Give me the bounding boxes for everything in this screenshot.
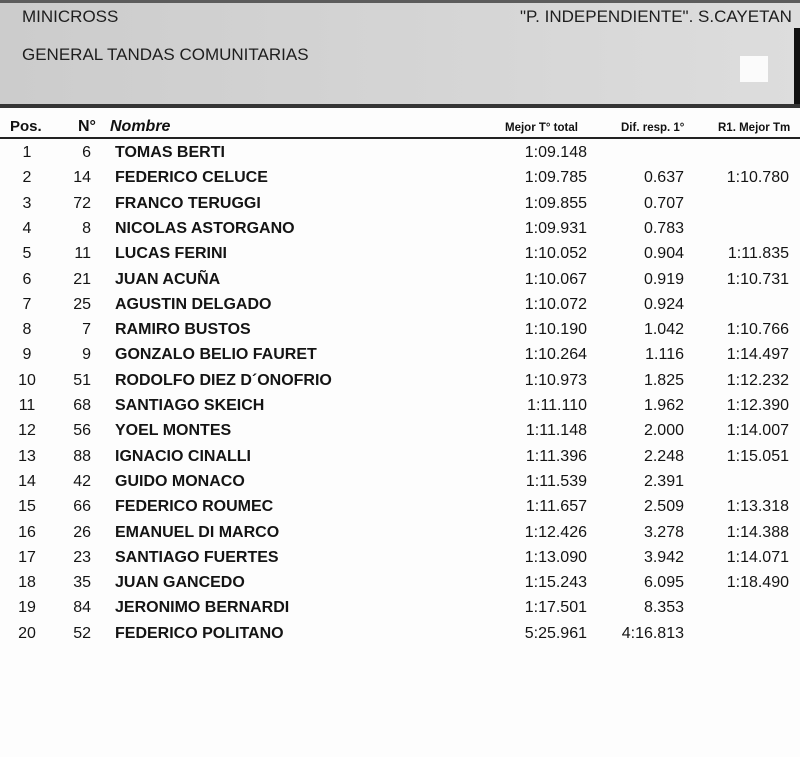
gap-to-first-cell: 0.919	[643, 270, 684, 288]
rider-name-cell: FEDERICO CELUCE	[115, 169, 268, 187]
position-cell: 10	[18, 371, 36, 389]
result-row	[0, 165, 800, 190]
position-cell: 12	[18, 422, 36, 440]
rider-number-cell: 9	[82, 346, 91, 364]
best-total-time-cell: 1:10.052	[524, 245, 587, 263]
gap-to-first-cell: 3.278	[643, 523, 684, 541]
position-cell: 14	[18, 472, 36, 490]
rider-number-cell: 11	[74, 245, 91, 263]
rider-number-cell: 88	[73, 447, 91, 465]
rider-number-cell: 14	[73, 169, 91, 187]
column-header-position: Pos.	[10, 118, 42, 135]
result-row	[0, 570, 800, 595]
r1-best-time-cell	[705, 140, 789, 165]
position-cell: 17	[18, 548, 36, 566]
best-total-time-cell: 1:10.190	[524, 321, 587, 339]
result-row	[0, 621, 800, 646]
rider-name-cell: YOEL MONTES	[115, 422, 232, 440]
column-header-r1-best: R1. Mejor Tm	[718, 122, 791, 134]
r1-best-time-cell	[705, 191, 789, 216]
position-cell: 18	[18, 574, 36, 592]
gap-to-first-cell: 1.825	[643, 371, 684, 389]
gap-to-first-cell: 0.783	[643, 219, 684, 237]
best-total-time-cell: 1:11.110	[527, 397, 587, 414]
position-cell: 5	[22, 245, 32, 263]
r1-best-time-cell	[705, 469, 789, 494]
best-total-time-cell: 1:11.539	[525, 472, 587, 490]
position-cell: 9	[22, 346, 32, 364]
rider-number-cell: 6	[82, 144, 91, 161]
position-cell: 19	[18, 599, 36, 617]
result-row	[0, 545, 800, 570]
blank-box	[740, 56, 768, 82]
rider-name-cell: LUCAS FERINI	[115, 245, 227, 263]
r1-best-time-cell	[705, 595, 789, 620]
position-cell: 4	[22, 219, 32, 237]
result-row	[0, 342, 800, 367]
column-header-gap-first: Dif. resp. 1°	[621, 122, 685, 134]
r1-best-time-cell: 1:14.071	[726, 548, 789, 566]
gap-to-first-cell: 2.000	[643, 422, 684, 440]
best-total-time-cell: 1:10.973	[524, 371, 587, 389]
rider-name-cell: TOMAS BERTI	[115, 144, 225, 161]
rider-name-cell: FEDERICO POLITANO	[115, 624, 284, 642]
result-row	[0, 317, 800, 342]
best-total-time-cell: 1:09.855	[524, 194, 587, 212]
r1-best-time-cell: 1:11.835	[727, 245, 789, 263]
rider-number-cell: 66	[73, 498, 91, 516]
session-title: GENERAL TANDAS COMUNITARIAS	[22, 45, 309, 64]
rider-name-cell: GONZALO BELIO FAURET	[115, 346, 317, 364]
sheet-header	[0, 0, 800, 104]
best-total-time-cell: 1:10.072	[524, 295, 587, 313]
best-total-time-cell: 1:09.148	[524, 144, 587, 161]
edge-strip	[794, 28, 800, 104]
gap-to-first-cell: 8.353	[643, 599, 684, 617]
result-row	[0, 520, 800, 545]
rider-number-cell: 84	[73, 599, 91, 617]
r1-best-time-cell	[705, 216, 789, 241]
category-title: MINICROSS	[22, 7, 119, 26]
best-total-time-cell: 1:12.426	[524, 523, 587, 541]
rider-name-cell: FRANCO TERUGGI	[115, 194, 261, 212]
result-row	[0, 216, 800, 241]
gap-to-first-cell: 0.904	[643, 245, 684, 263]
r1-best-time-cell	[705, 292, 789, 317]
rider-name-cell: RAMIRO BUSTOS	[115, 321, 251, 339]
position-cell: 2	[22, 169, 32, 187]
gap-to-first-cell: 3.942	[643, 548, 684, 566]
rider-name-cell: AGUSTIN DELGADO	[115, 295, 272, 313]
rider-number-cell: 25	[73, 295, 91, 313]
best-total-time-cell: 1:11.148	[525, 422, 587, 440]
r1-best-time-cell: 1:13.318	[726, 498, 789, 516]
result-row	[0, 444, 800, 469]
rider-number-cell: 56	[73, 422, 91, 440]
gap-to-first-cell: 2.391	[643, 472, 684, 490]
rider-name-cell: GUIDO MONACO	[115, 472, 245, 490]
column-header-name: Nombre	[110, 118, 171, 135]
position-cell: 3	[22, 194, 32, 212]
result-row	[0, 418, 800, 443]
r1-best-time-cell: 1:14.497	[726, 346, 789, 364]
rider-name-cell: JUAN ACUÑA	[115, 270, 221, 288]
rider-number-cell: 7	[82, 321, 91, 339]
r1-best-time-cell: 1:14.007	[726, 422, 789, 440]
rider-name-cell: RODOLFO DIEZ D´ONOFRIO	[115, 371, 332, 389]
gap-to-first-cell: 1.116	[645, 346, 684, 364]
position-cell: 6	[22, 270, 32, 288]
best-total-time-cell: 1:11.396	[525, 447, 587, 465]
rider-number-cell: 8	[82, 219, 91, 237]
best-total-time-cell: 1:15.243	[524, 574, 587, 592]
venue-title: "P. INDEPENDIENTE". S.CAYETAN	[520, 7, 792, 26]
rider-number-cell: 51	[73, 371, 91, 389]
rider-name-cell: FEDERICO ROUMEC	[115, 498, 274, 516]
rider-number-cell: 72	[73, 194, 91, 212]
gap-to-first-cell: 0.707	[643, 194, 684, 212]
r1-best-time-cell: 1:10.780	[726, 169, 789, 187]
r1-best-time-cell: 1:18.490	[726, 574, 789, 592]
rider-name-cell: SANTIAGO FUERTES	[115, 548, 279, 566]
best-total-time-cell: 1:09.931	[524, 219, 587, 237]
result-row	[0, 494, 800, 519]
column-header-best-total: Mejor T° total	[505, 122, 578, 134]
best-total-time-cell: 1:17.501	[524, 599, 587, 617]
r1-best-time-cell: 1:10.766	[726, 321, 789, 339]
best-total-time-cell: 1:09.785	[524, 169, 587, 187]
r1-best-time-cell	[705, 621, 789, 646]
gap-to-first-cell: 4:16.813	[621, 624, 684, 642]
header-divider	[0, 104, 800, 108]
rider-name-cell: JERONIMO BERNARDI	[115, 599, 290, 617]
rider-name-cell: IGNACIO CINALLI	[115, 447, 251, 465]
column-header-divider	[0, 137, 800, 139]
rider-number-cell: 21	[73, 270, 91, 288]
best-total-time-cell: 1:10.264	[524, 346, 587, 364]
rider-name-cell: EMANUEL DI MARCO	[115, 523, 280, 541]
result-row	[0, 267, 800, 292]
position-cell: 1	[22, 144, 32, 161]
result-row	[0, 292, 800, 317]
rider-number-cell: 68	[73, 397, 91, 414]
rider-number-cell: 42	[73, 472, 91, 490]
best-total-time-cell: 5:25.961	[524, 624, 587, 642]
result-row	[0, 393, 800, 418]
best-total-time-cell: 1:13.090	[524, 548, 587, 566]
gap-to-first-cell: 1.962	[643, 397, 684, 414]
result-row	[0, 368, 800, 393]
rider-name-cell: SANTIAGO SKEICH	[115, 397, 265, 414]
r1-best-time-cell: 1:14.388	[726, 523, 789, 541]
rider-number-cell: 23	[73, 548, 91, 566]
result-row	[0, 595, 800, 620]
gap-to-first-cell	[600, 140, 684, 165]
result-row	[0, 140, 800, 165]
result-row	[0, 469, 800, 494]
position-cell: 8	[22, 321, 32, 339]
gap-to-first-cell: 0.637	[643, 169, 684, 187]
r1-best-time-cell: 1:12.390	[726, 397, 789, 414]
result-row	[0, 191, 800, 216]
r1-best-time-cell: 1:12.232	[726, 371, 789, 389]
position-cell: 15	[18, 498, 36, 516]
result-row	[0, 241, 800, 266]
gap-to-first-cell: 2.509	[643, 498, 684, 516]
position-cell: 13	[18, 447, 36, 465]
best-total-time-cell: 1:11.657	[525, 498, 587, 516]
r1-best-time-cell: 1:10.731	[726, 270, 789, 288]
rider-number-cell: 35	[73, 574, 91, 592]
position-cell: 7	[22, 295, 32, 313]
rider-number-cell: 26	[73, 523, 91, 541]
gap-to-first-cell: 1.042	[643, 321, 684, 339]
rider-number-cell: 52	[73, 624, 91, 642]
position-cell: 16	[18, 523, 36, 541]
column-header-number: N°	[78, 118, 96, 135]
rider-name-cell: JUAN GANCEDO	[115, 574, 245, 592]
position-cell: 20	[18, 624, 36, 642]
gap-to-first-cell: 6.095	[643, 574, 684, 592]
r1-best-time-cell: 1:15.051	[726, 447, 789, 465]
best-total-time-cell: 1:10.067	[524, 270, 587, 288]
rider-name-cell: NICOLAS ASTORGANO	[115, 219, 295, 237]
results-table-body	[0, 140, 800, 650]
gap-to-first-cell: 0.924	[643, 295, 684, 313]
position-cell: 11	[18, 397, 36, 414]
gap-to-first-cell: 2.248	[643, 447, 684, 465]
